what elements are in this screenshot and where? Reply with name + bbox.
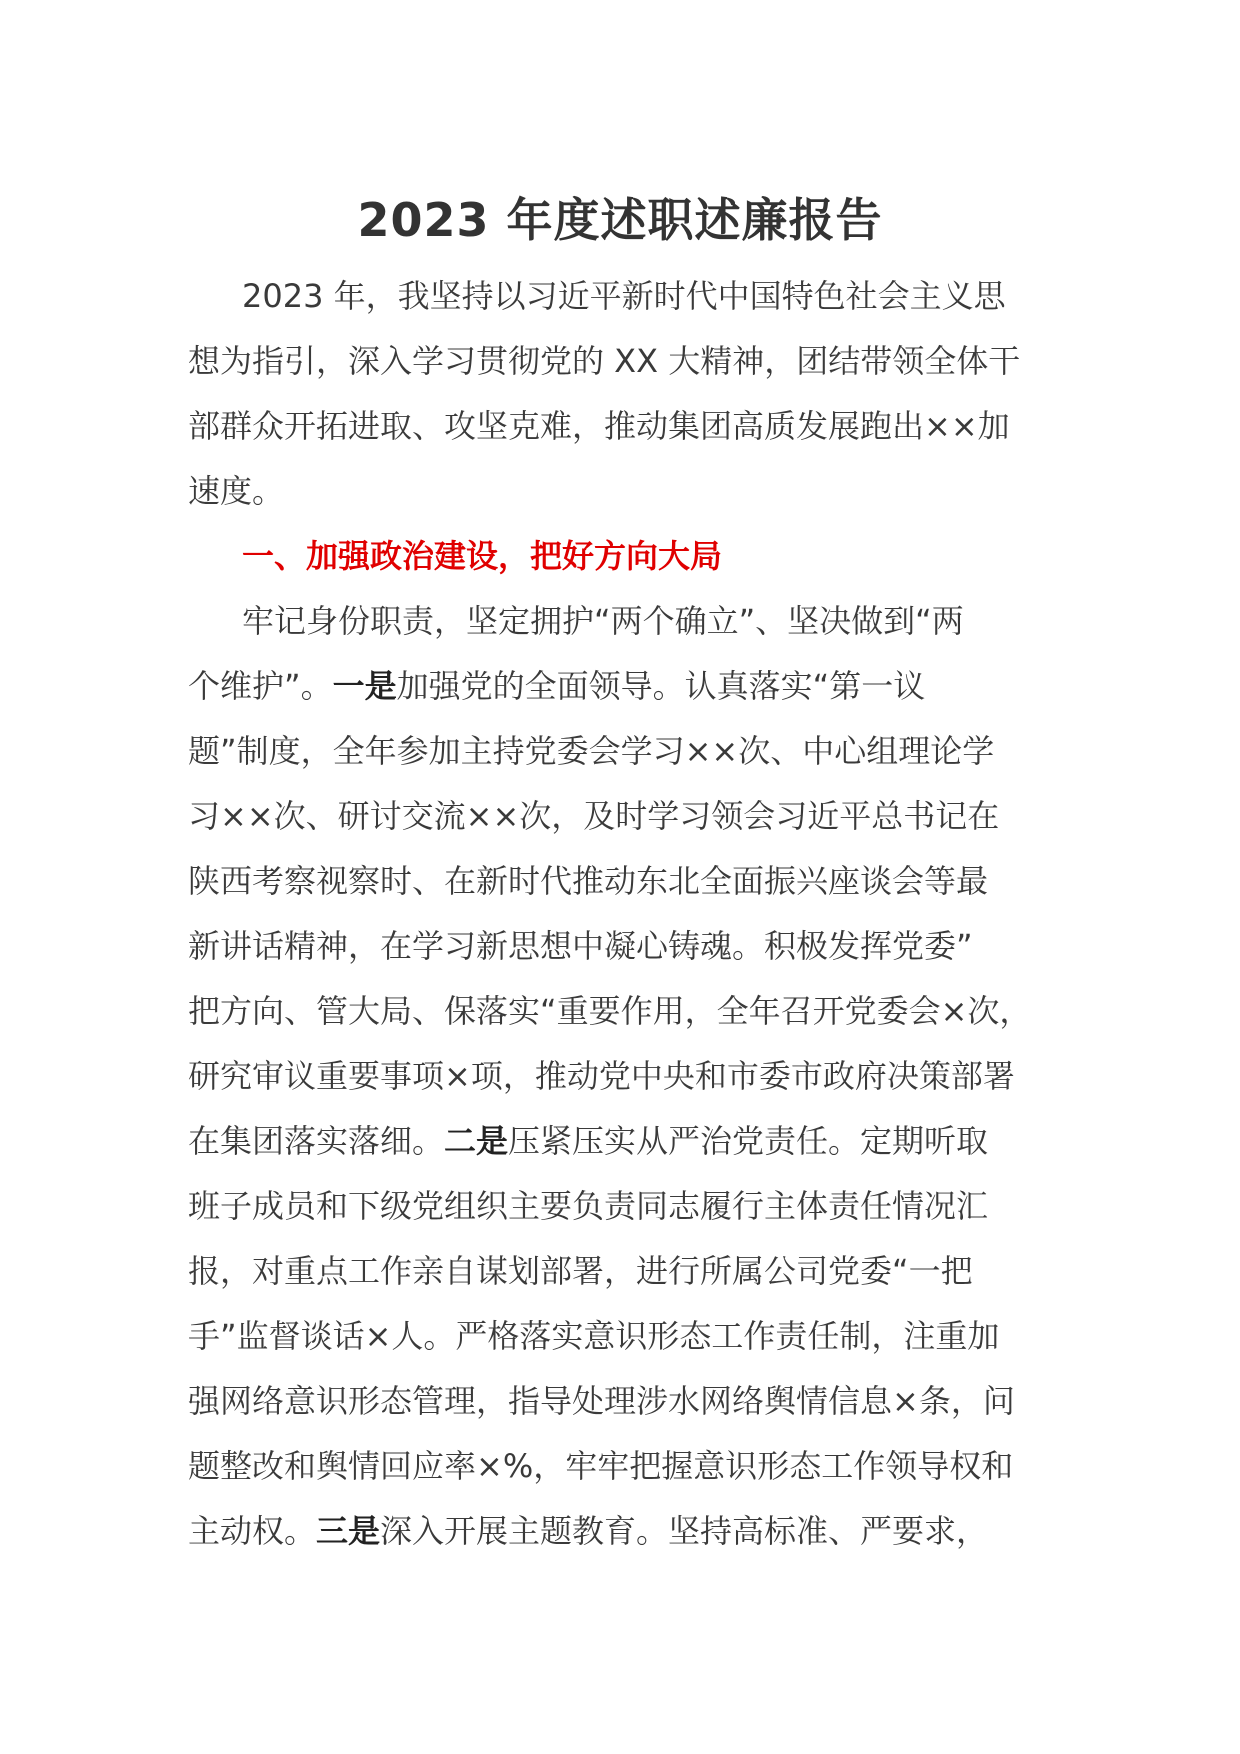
line-text: 在集团落实落细。 <box>188 1122 445 1160</box>
paragraph-line: 习××次、研讨交流××次，及时学习领会习近平总书记在 <box>188 797 1000 835</box>
paragraph-line: 报，对重点工作亲自谋划部署，进行所属公司党委“一把 <box>188 1252 973 1290</box>
paragraph-line: 想为指引，深入学习贯彻党的 XX 大精神，团结带领全体干 <box>188 342 1021 380</box>
line-text: 个维护”。 <box>188 667 333 705</box>
paragraph-line: 新讲话精神，在学习新思想中凝心铸魂。积极发挥党委” <box>188 927 973 965</box>
paragraph-line: 题整改和舆情回应率×%，牢牢把握意识形态工作领导权和 <box>188 1447 1014 1485</box>
line-text: 加强党的全面领导。认真落实“第一议 <box>396 667 926 705</box>
paragraph-line: 陕西考察视察时、在新时代推动东北全面振兴座谈会等最 <box>188 862 989 900</box>
paragraph-line: 速度。 <box>188 472 285 510</box>
paragraph-line: 牢记身份职责，坚定拥护“两个确立”、坚决做到“两 <box>242 602 964 640</box>
document-title: 2023 年度述职述廉报告 <box>357 193 883 247</box>
paragraph-line: 2023 年，我坚持以习近平新时代中国特色社会主义思 <box>242 277 1006 315</box>
emphasis-label: 二是 <box>444 1122 509 1160</box>
emphasis-label: 三是 <box>316 1512 381 1550</box>
document-body <box>188 264 1088 1564</box>
paragraph-line: 手”监督谈话×人。严格落实意识形态工作责任制，注重加 <box>188 1317 1000 1355</box>
line-text: 压紧压实从严治党责任。定期听取 <box>508 1122 989 1160</box>
paragraph-line: 把方向、管大局、保落实“重要作用，全年召开党委会×次， <box>188 992 1032 1030</box>
section-heading: 一、加强政治建设，把好方向大局 <box>242 537 723 575</box>
paragraph-line: 研究审议重要事项×项，推动党中央和市委市政府决策部署 <box>188 1057 1015 1095</box>
paragraph-line: 部群众开拓进取、攻坚克难，推动集团高质发展跑出××加 <box>188 407 1010 445</box>
paragraph-line: 强网络意识形态管理，指导处理涉水网络舆情信息×条，问 <box>188 1382 1015 1420</box>
line-text: 深入开展主题教育。坚持高标准、严要求， <box>380 1512 989 1550</box>
paragraph-line <box>188 654 1088 719</box>
paragraph-line: 班子成员和下级党组织主要负责同志履行主体责任情况汇 <box>188 1187 989 1225</box>
emphasis-label: 一是 <box>332 667 397 705</box>
line-text: 主动权。 <box>188 1512 317 1550</box>
paragraph-line <box>188 1109 1088 1174</box>
paragraph-line <box>188 1499 1088 1564</box>
paragraph-line: 题”制度，全年参加主持党委会学习××次、中心组理论学 <box>188 732 995 770</box>
